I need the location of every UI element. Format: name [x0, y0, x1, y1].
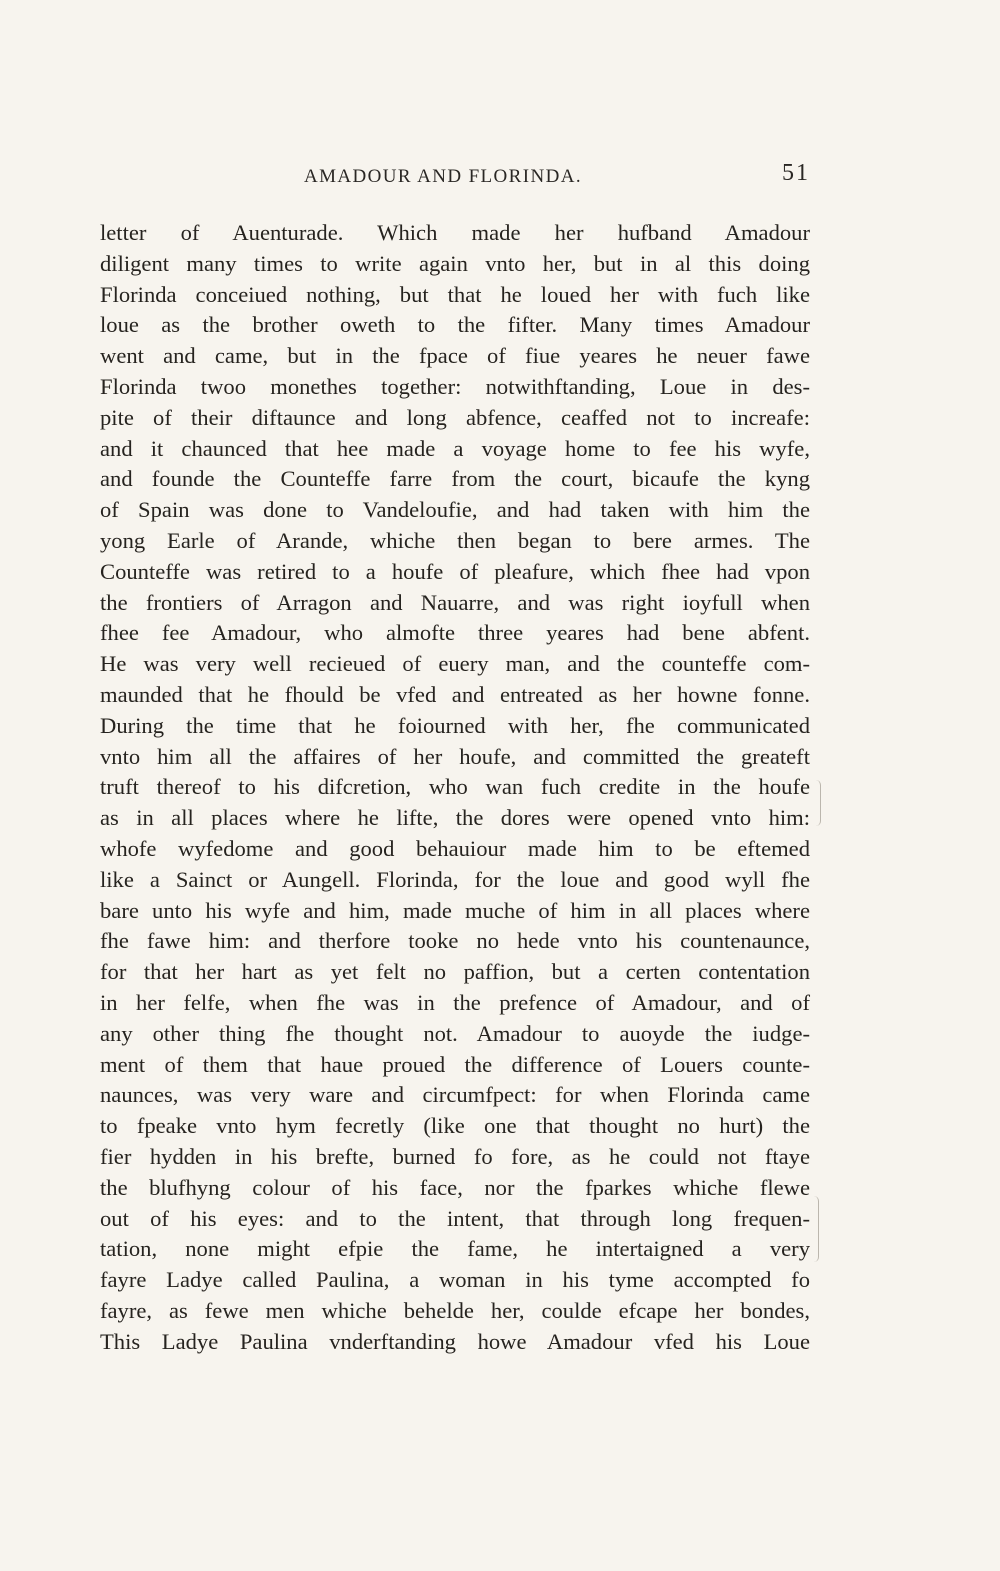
text-line: fhe fawe him: and therfore tooke no hede vnto his countenaunce,	[100, 928, 810, 954]
text-line: ment of them that haue proued the difference of Louers counte-	[100, 1051, 810, 1077]
text-line: loue as the brother oweth to the fifter. Many times Amadour	[100, 312, 810, 338]
text-line: fhee fee Amadour, who almofte three yeares had bene abfent.	[100, 620, 810, 646]
text-line: letter of Auenturade. Which made her hufband Amadour	[100, 220, 810, 245]
text-line: yong Earle of Arande, whiche then began to bere armes. The	[100, 527, 810, 553]
text-line: diligent many times to write again vnto her, but in al this doing	[100, 250, 810, 276]
text-line: to fpeake vnto hym fecretly (like one that thought no hurt) the	[100, 1113, 810, 1139]
text-line: in her felfe, when fhe was in the prefence of Amadour, and of	[100, 989, 810, 1015]
margin-pencil-mark	[816, 780, 821, 826]
text-line: and founde the Counteffe farre from the court, bicaufe the kyng	[100, 466, 810, 492]
text-line: whofe wyfedome and good behauiour made him to be eftemed	[100, 835, 810, 861]
text-line: Florinda twoo monethes together: notwithftanding, Loue in des-	[100, 373, 810, 399]
text-line: out of his eyes: and to the intent, that through long frequen-	[100, 1205, 810, 1231]
page-header	[96, 160, 816, 196]
text-line: bare unto his wyfe and him, made muche of him in all places where	[100, 897, 810, 923]
text-line: fier hydden in his brefte, burned fo fore, as he could not ftaye	[100, 1143, 810, 1169]
text-line: and it chaunced that hee made a voyage home to fee his wyfe,	[100, 435, 810, 461]
text-line: vnto him all the affaires of her houfe, and committed the greateft	[100, 743, 810, 769]
text-line: the frontiers of Arragon and Nauarre, and was right ioyfull when	[100, 589, 810, 615]
text-line: This Ladye Paulina vnderftanding howe Amadour vfed his Loue	[100, 1328, 810, 1354]
margin-pencil-mark	[814, 1196, 819, 1262]
text-line: He was very well recieued of euery man, and the counteffe com-	[100, 651, 810, 677]
text-line: of Spain was done to Vandeloufie, and had taken with him the	[100, 497, 810, 523]
text-line: like a Sainct or Aungell. Florinda, for the loue and good wyll fhe	[100, 866, 810, 892]
text-line: fayre Ladye called Paulina, a woman in his tyme accompted fo	[100, 1267, 810, 1293]
running-head: AMADOUR AND FLORINDA.	[304, 166, 582, 187]
page-number: 51	[782, 160, 810, 186]
text-line: During the time that he foiourned with her, fhe communicated	[100, 712, 810, 738]
text-line: any other thing fhe thought not. Amadour to auoyde the iudge-	[100, 1020, 810, 1046]
text-line: the blufhyng colour of his face, nor the fparkes whiche flewe	[100, 1174, 810, 1200]
text-line: tation, none might efpie the fame, he intertaigned a very	[100, 1236, 810, 1262]
text-line: fayre, as fewe men whiche behelde her, coulde efcape her bondes,	[100, 1297, 810, 1323]
text-line: Counteffe was retired to a houfe of pleafure, which fhee had vpon	[100, 558, 810, 584]
text-line: pite of their diftaunce and long abfence, ceaffed not to increafe:	[100, 404, 810, 430]
text-line: for that her hart as yet felt no paffion, but a certen contentation	[100, 959, 810, 985]
text-line: naunces, was very ware and circumfpect: for when Florinda came	[100, 1082, 810, 1108]
text-line: maunded that he fhould be vfed and entreated as her howne fonne.	[100, 681, 810, 707]
body-text	[100, 218, 810, 1357]
text-line: Florinda conceiued nothing, but that he loued her with fuch like	[100, 281, 810, 307]
text-line: truft thereof to his difcretion, who wan fuch credite in the houfe	[100, 774, 810, 800]
text-line: went and came, but in the fpace of fiue yeares he neuer fawe	[100, 343, 810, 369]
text-line: as in all places where he lifte, the dores were opened vnto him:	[100, 805, 810, 831]
